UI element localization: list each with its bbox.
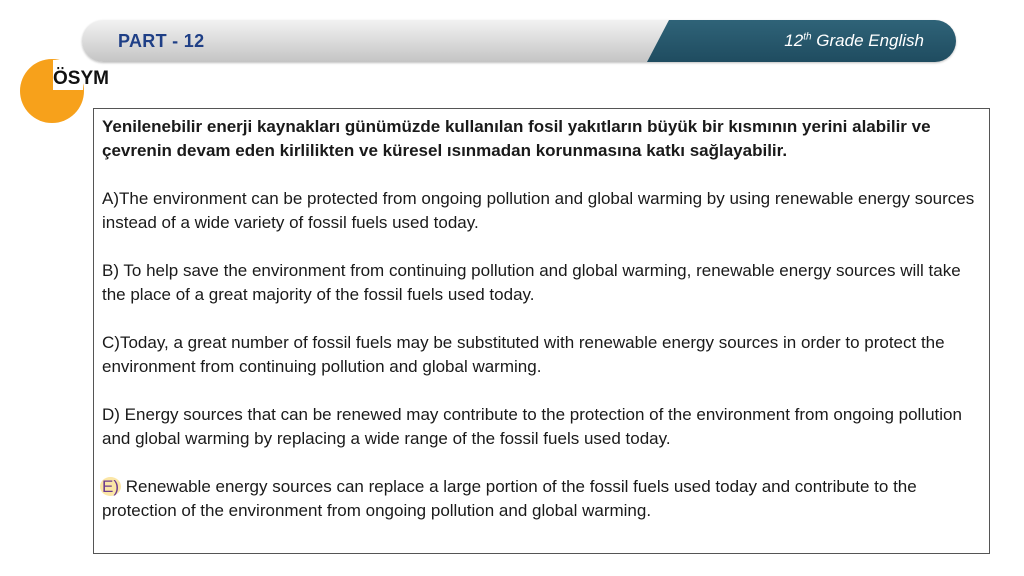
option-d[interactable] xyxy=(102,403,981,451)
option-text: Today, a great number of fossil fuels may be substituted with renewable energy sources in order to protect the environment from continuing pollution and global warming. xyxy=(102,333,945,376)
option-letter: C) xyxy=(102,333,120,352)
option-a[interactable] xyxy=(102,187,981,235)
option-letter: D) xyxy=(102,405,120,424)
option-text: The environment can be protected from ongoing pollution and global warming by using renewable energy sources instead of a wide variety of fossil fuels used today. xyxy=(102,189,975,232)
grade-superscript: th xyxy=(803,31,812,43)
header-bar xyxy=(82,20,956,62)
option-letter: A) xyxy=(102,189,119,208)
grade-number: 12 xyxy=(784,31,804,50)
grade-label xyxy=(784,31,924,51)
option-text: Renewable energy sources can replace a large portion of the fossil fuels used today and contribute to the protection of the environment from ongoing pollution and global warming. xyxy=(102,477,917,520)
option-letter: B) xyxy=(102,261,119,280)
option-text: To help save the environment from continuing pollution and global warming, renewable energy sources will take the place of a great majority of the fossil fuels used today. xyxy=(102,261,961,304)
question-box xyxy=(93,108,990,554)
part-label: PART - 12 xyxy=(118,31,205,51)
grade-suffix: Grade English xyxy=(811,31,924,50)
option-e[interactable] xyxy=(102,475,981,523)
option-text: Energy sources that can be renewed may contribute to the protection of the environment from ongoing pollution and global warming by replacing a wide range of the fossil fuels used today. xyxy=(102,405,962,448)
osym-logo-text: ÖSYM xyxy=(53,68,109,89)
question-text: Yenilenebilir enerji kaynakları günümüzde kullanılan fosil yakıtların büyük bir kısmının yerini alabilir ve çevrenin devam eden kirlilikten ve küresel ısınmadan korunmasına katkı sağlayabilir. xyxy=(102,117,931,160)
option-b[interactable] xyxy=(102,259,981,307)
option-c[interactable] xyxy=(102,331,981,379)
option-letter-highlighted: E) xyxy=(102,477,119,496)
